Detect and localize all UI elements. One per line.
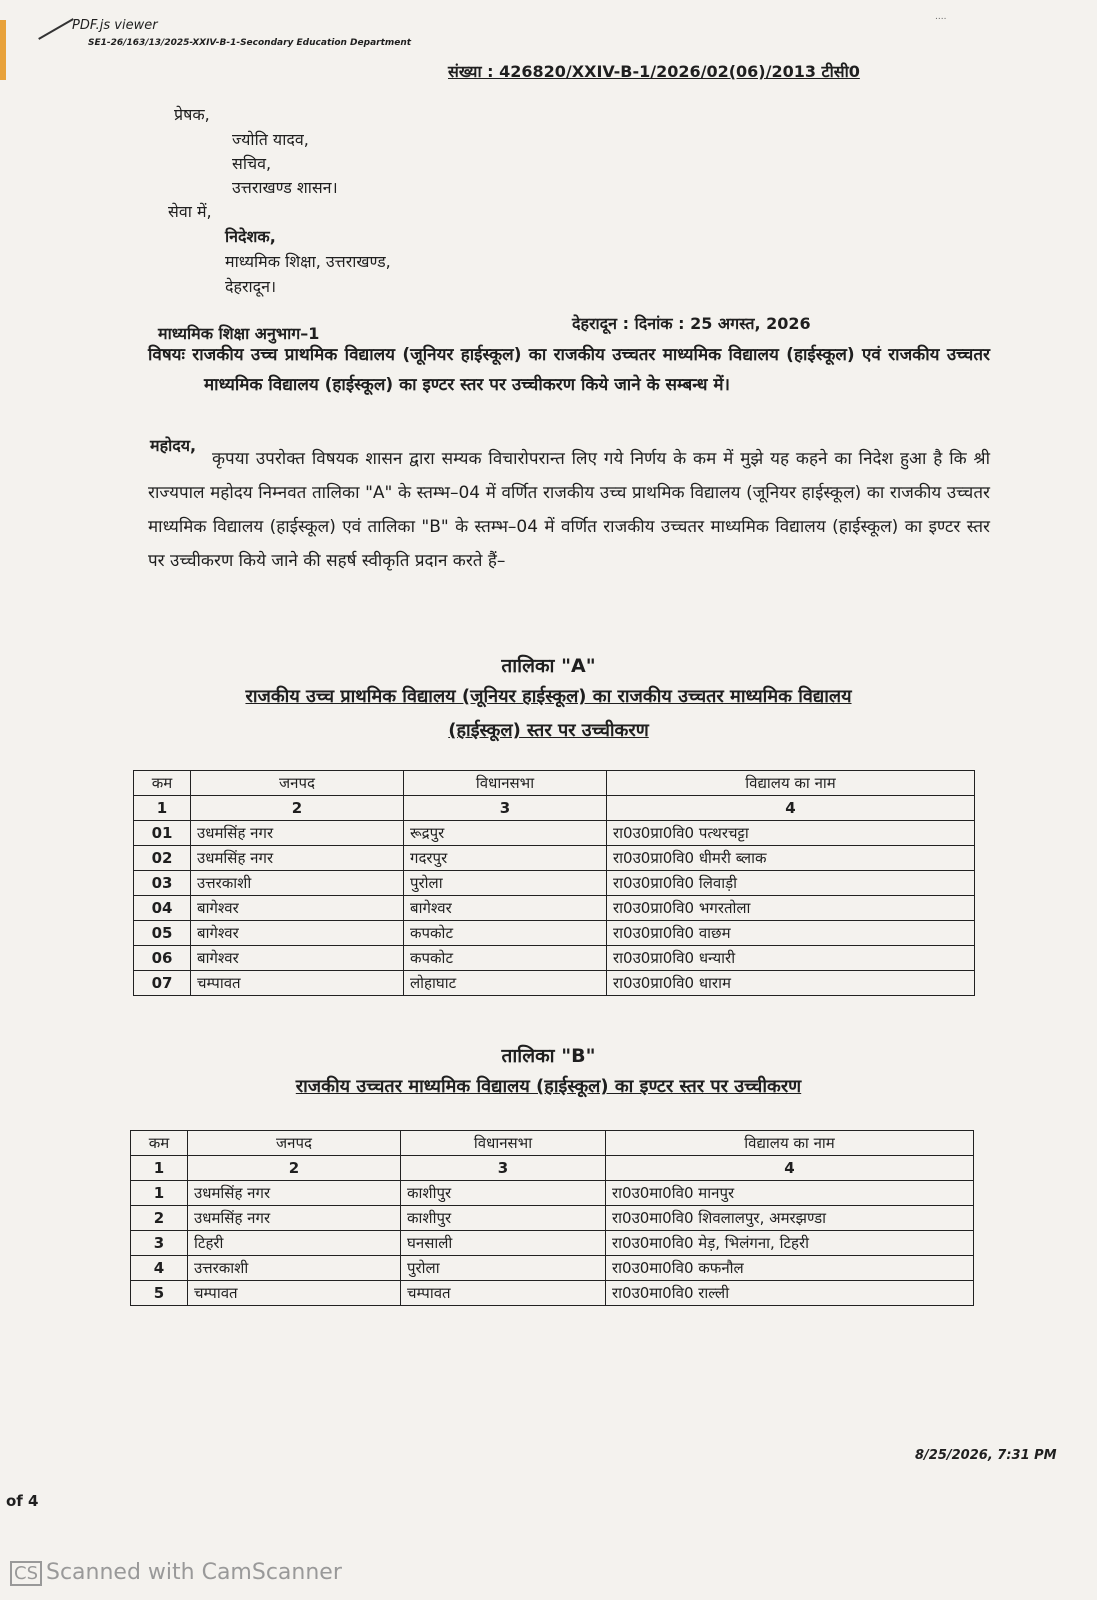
header-cell: विधानसभा	[404, 771, 607, 796]
header-cell: विद्यालय का नाम	[606, 1131, 974, 1156]
camscanner-logo-icon: CS	[10, 1561, 42, 1586]
colnum-cell: 3	[401, 1156, 606, 1181]
district-cell: उधमसिंह नगर	[191, 821, 404, 846]
row-number-cell: 05	[134, 921, 191, 946]
school-name-cell: रा0उ0मा0वि0 मेड़, भिलंगना, टिहरी	[606, 1231, 974, 1256]
constituency-cell: घनसाली	[401, 1231, 606, 1256]
table-row	[134, 971, 975, 996]
reference-number: संख्या : 426820/XXIV-B-1/2026/02(06)/2013 टीसी0	[448, 62, 860, 81]
school-name-cell: रा0उ0प्रा0वि0 लिवाड़ी	[607, 871, 975, 896]
district-cell: उधमसिंह नगर	[188, 1181, 401, 1206]
row-number-cell: 2	[131, 1206, 188, 1231]
district-cell: उधमसिंह नगर	[188, 1206, 401, 1231]
row-number-cell: 3	[131, 1231, 188, 1256]
date-line: देहरादून : दिनांक : 25 अगस्त, 2026	[572, 314, 811, 333]
header-cell: जनपद	[188, 1131, 401, 1156]
constituency-cell: काशीपुर	[401, 1206, 606, 1231]
constituency-cell: काशीपुर	[401, 1181, 606, 1206]
sender-designation: सचिव,	[232, 154, 272, 173]
district-cell: बागेश्वर	[191, 946, 404, 971]
constituency-cell: पुरोला	[401, 1256, 606, 1281]
colnum-cell: 2	[188, 1156, 401, 1181]
table-row	[134, 871, 975, 896]
body-paragraph: कृपया उपरोक्त विषयक शासन द्वारा सम्यक विचारोपरान्त लिए गये निर्णय के कम में मुझे यह कहने का निदेश हुआ है कि श्री राज्यपाल महोदय निम्नवत तालिका "A" के स्तम्भ–04 में वर्णित राजकीय उच्च प्राथमिक विद्यालय (जूनियर हाईस्कूल) का राजकीय उच्चतर माध्यमिक विद्यालय (हाईस्कूल) एवं तालिका "B" के स्तम्भ–04 में वर्णित राजकीय उच्चतर माध्यमिक विद्यालय (हाईस्कूल) का इण्टर स्तर पर उच्चीकरण किये जाने की सहर्ष स्वीकृति प्रदान करते हैं–	[148, 449, 990, 571]
colnum-cell: 4	[606, 1156, 974, 1181]
table-row	[134, 921, 975, 946]
table-row	[131, 1231, 974, 1256]
print-timestamp: 8/25/2026, 7:31 PM	[915, 1448, 1057, 1463]
district-cell: चम्पावत	[188, 1281, 401, 1306]
section-name: माध्यमिक शिक्षा अनुभाग–1	[158, 324, 320, 343]
school-name-cell: रा0उ0प्रा0वि0 वाछम	[607, 921, 975, 946]
district-cell: चम्पावत	[191, 971, 404, 996]
sender-name: ज्योति यादव,	[232, 130, 309, 149]
recipient-label: सेवा में,	[168, 202, 212, 221]
school-name-cell: रा0उ0प्रा0वि0 धन्यारी	[607, 946, 975, 971]
table-row	[134, 946, 975, 971]
row-number-cell: 5	[131, 1281, 188, 1306]
pen-mark	[38, 18, 74, 40]
district-cell: उत्तरकाशी	[191, 871, 404, 896]
table-a-header-row	[134, 771, 975, 796]
constituency-cell: बागेश्वर	[404, 896, 607, 921]
row-number-cell: 03	[134, 871, 191, 896]
colnum-cell: 1	[131, 1156, 188, 1181]
table-row	[134, 846, 975, 871]
table-row	[134, 821, 975, 846]
header-cell: कम	[131, 1131, 188, 1156]
school-name-cell: रा0उ0प्रा0वि0 धाराम	[607, 971, 975, 996]
sender-office: उत्तराखण्ड शासन।	[232, 178, 338, 197]
scan-edge	[0, 20, 6, 80]
header-cell: जनपद	[191, 771, 404, 796]
district-cell: बागेश्वर	[191, 896, 404, 921]
recipient-department: माध्यमिक शिक्षा, उत्तराखण्ड,	[225, 252, 391, 271]
table-b-header-row	[131, 1131, 974, 1156]
colnum-cell: 4	[607, 796, 975, 821]
table-a-colnum-row	[134, 796, 975, 821]
header-cell: कम	[134, 771, 191, 796]
scanner-watermark	[10, 1560, 342, 1586]
school-name-cell: रा0उ0प्रा0वि0 पत्थरचट्टा	[607, 821, 975, 846]
row-number-cell: 07	[134, 971, 191, 996]
table-a-subtitle: राजकीय उच्च प्राथमिक विद्यालय (जूनियर हाईस्कूल) का राजकीय उच्चतर माध्यमिक विद्यालय	[245, 686, 852, 707]
school-name-cell: रा0उ0मा0वि0 कफनौल	[606, 1256, 974, 1281]
school-name-cell: रा0उ0प्रा0वि0 भगरतोला	[607, 896, 975, 921]
row-number-cell: 06	[134, 946, 191, 971]
header-cell: विद्यालय का नाम	[607, 771, 975, 796]
constituency-cell: गदरपुर	[404, 846, 607, 871]
colnum-cell: 1	[134, 796, 191, 821]
colnum-cell: 2	[191, 796, 404, 821]
constituency-cell: रूद्रपुर	[404, 821, 607, 846]
table-row	[131, 1181, 974, 1206]
constituency-cell: चम्पावत	[401, 1281, 606, 1306]
constituency-cell: लोहाघाट	[404, 971, 607, 996]
corner-mark: ....	[935, 12, 947, 22]
row-number-cell: 02	[134, 846, 191, 871]
district-cell: बागेश्वर	[191, 921, 404, 946]
table-row	[131, 1256, 974, 1281]
table-row	[131, 1206, 974, 1231]
row-number-cell: 04	[134, 896, 191, 921]
school-name-cell: रा0उ0मा0वि0 राल्ली	[606, 1281, 974, 1306]
recipient-designation: निदेशक,	[225, 227, 276, 246]
school-name-cell: रा0उ0मा0वि0 शिवलालपुर, अमरझण्डा	[606, 1206, 974, 1231]
scanner-text: Scanned with CamScanner	[46, 1560, 342, 1585]
colnum-cell: 3	[404, 796, 607, 821]
sender-label: प्रेषक,	[174, 105, 210, 124]
table-a-title: तालिका "A"	[501, 655, 596, 677]
table-b	[130, 1130, 974, 1306]
district-cell: टिहरी	[188, 1231, 401, 1256]
subject: विषयः राजकीय उच्च प्राथमिक विद्यालय (जूनियर हाईस्कूल) का राजकीय उच्चतर माध्यमिक विद्यालय (हाईस्कूल) एवं राजकीय उच्चतर माध्यमिक विद्यालय (हाईस्कूल) का इण्टर स्तर पर उच्चीकरण किये जाने के सम्बन्ध में।	[148, 345, 990, 395]
district-cell: उधमसिंह नगर	[191, 846, 404, 871]
row-number-cell: 4	[131, 1256, 188, 1281]
table-b-title: तालिका "B"	[501, 1045, 596, 1067]
salutation: महोदय,	[150, 436, 197, 455]
school-name-cell: रा0उ0प्रा0वि0 धीमरी ब्लाक	[607, 846, 975, 871]
page-count: of 4	[6, 1492, 39, 1510]
constituency-cell: कपकोट	[404, 921, 607, 946]
table-a-subtitle-2: (हाईस्कूल) स्तर पर उच्चीकरण	[448, 720, 649, 741]
constituency-cell: पुरोला	[404, 871, 607, 896]
constituency-cell: कपकोट	[404, 946, 607, 971]
table-b-subtitle: राजकीय उच्चतर माध्यमिक विद्यालय (हाईस्कूल) का इण्टर स्तर पर उच्चीकरण	[295, 1076, 802, 1097]
table-row	[134, 896, 975, 921]
table-a	[133, 770, 975, 996]
row-number-cell: 1	[131, 1181, 188, 1206]
table-b-colnum-row	[131, 1156, 974, 1181]
school-name-cell: रा0उ0मा0वि0 मानपुर	[606, 1181, 974, 1206]
header-cell: विधानसभा	[401, 1131, 606, 1156]
viewer-label: PDF.js viewer	[72, 18, 158, 33]
row-number-cell: 01	[134, 821, 191, 846]
recipient-city: देहरादून।	[225, 277, 277, 296]
file-reference: SE1-26/163/13/2025-XXIV-B-1-Secondary Education Department	[88, 38, 412, 48]
district-cell: उत्तरकाशी	[188, 1256, 401, 1281]
table-row	[131, 1281, 974, 1306]
